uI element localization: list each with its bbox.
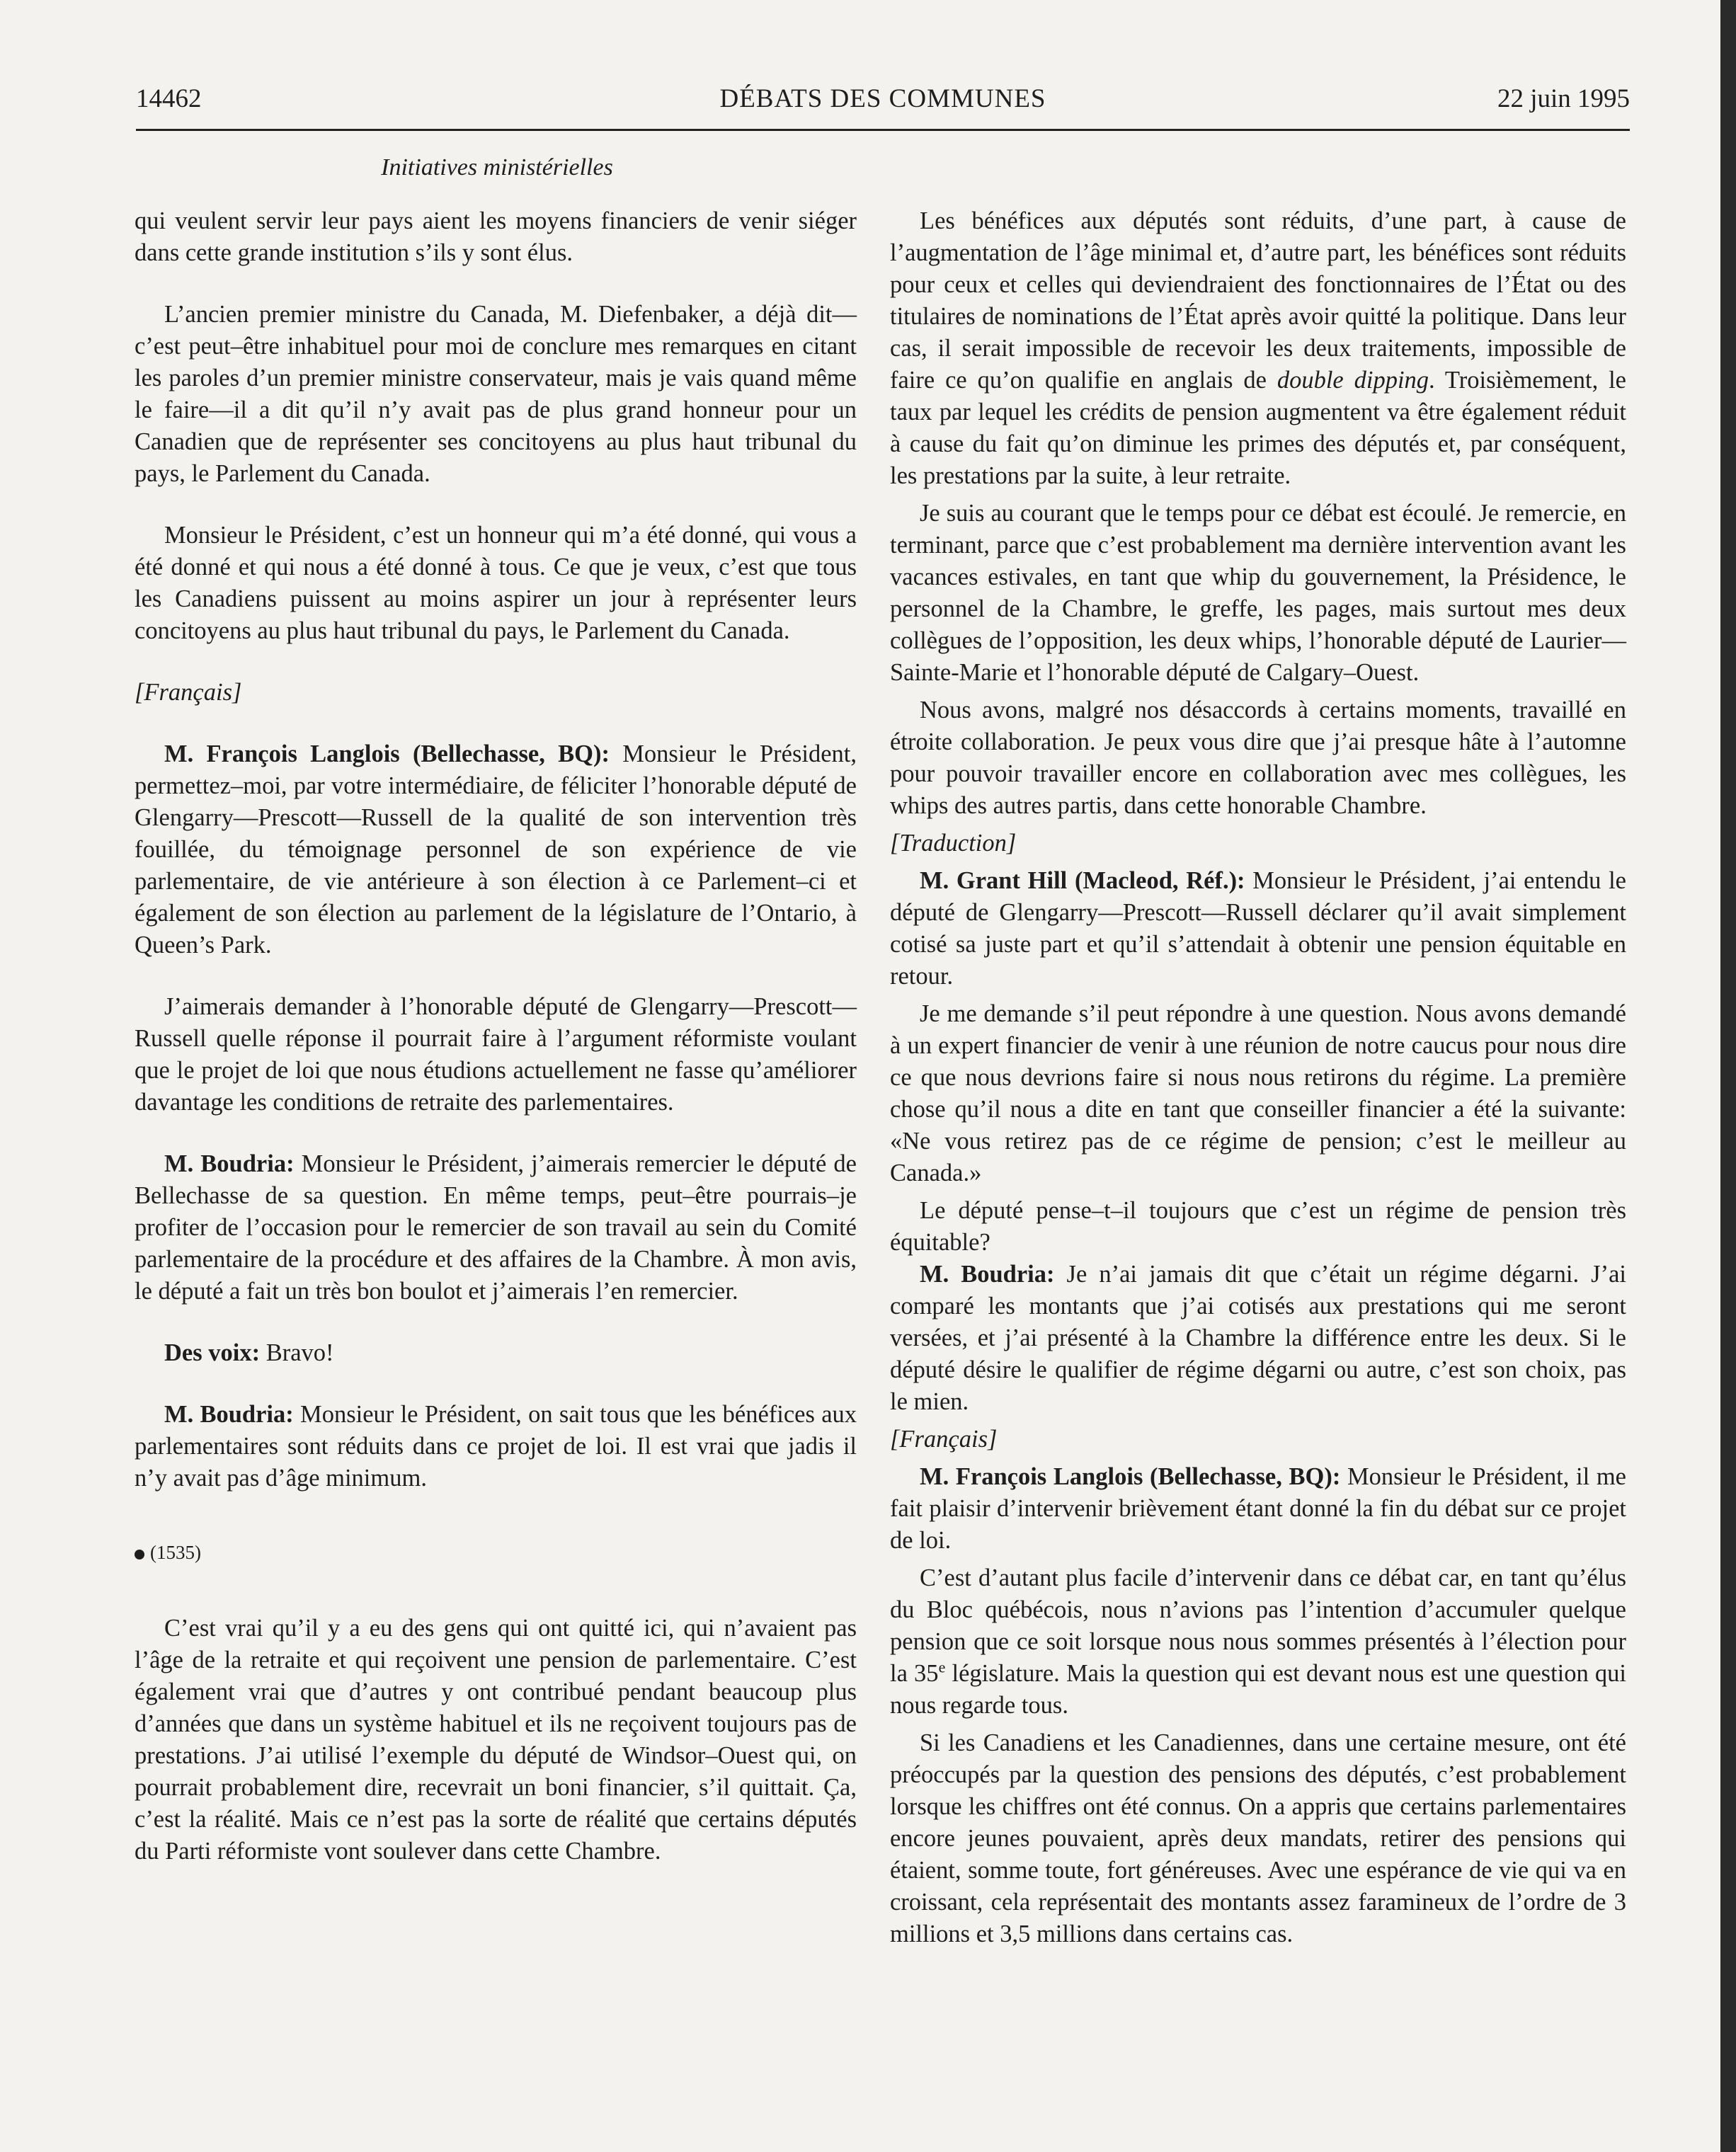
paragraph: Le député pense–t–il toujours que c’est un régime de pension très équitable?	[890, 1197, 1626, 1256]
speaker-name: M. François Langlois (Bellechasse, BQ):	[920, 1463, 1341, 1490]
publication-title: DÉBATS DES COMMUNES	[719, 84, 1046, 113]
text-run: C’est d’autant plus facile d’intervenir dans ce débat car, en tant qu’élus du Bloc québécois, nous n’avions pas l’intention d’accumuler quelque pension que ce soit lorsque nous nous sommes présentés à l’élection pour la 35	[890, 1564, 1626, 1687]
speech-paragraph	[890, 865, 1626, 992]
speech-paragraph	[135, 1337, 857, 1369]
time-stamp-text: (1535)	[150, 1542, 201, 1563]
language-marker: [Français]	[135, 679, 242, 706]
speaker-name: Des voix:	[164, 1339, 261, 1366]
speech-paragraph	[135, 1148, 857, 1307]
right-column	[890, 205, 1626, 1950]
paragraph: Si les Canadiens et les Canadiennes, dans une certaine mesure, ont été préoccupés par la question des pensions des députés, c’est probablement lorsque les chiffres ont été connus. On a appris que certains parlementaires encore jeunes pouvaient, après deux mandats, retirer des pensions qui étaient, somme toute, fort généreuses. Avec une espérance de vie qui va en croissant, cela représentait des montants assez faramineux de l’ordre de 3 millions et 3,5 millions dans certains cas.	[890, 1729, 1626, 1947]
italic-text: double dipping	[1277, 367, 1429, 394]
page-header	[136, 84, 1630, 133]
text-run: . Troisièmement, le taux par lequel les crédits de pension augmentent va être également réduit à cause du fait qu’on diminue les primes des députés et, par conséquent, les prestations par la suite, à leur retraite.	[890, 367, 1626, 489]
paragraph: qui veulent servir leur pays aient les moyens financiers de venir siéger dans cette grande institution s’ils y sont élus.	[135, 207, 857, 266]
speech-paragraph	[890, 1461, 1626, 1557]
paragraph: J’aimerais demander à l’honorable député de Glengarry—Prescott—Russell quelle réponse il pourrait faire à l’argument réformiste voulant que le projet de loi que nous étudions actuellement ne fasse qu’améliorer davantage les conditions de retraite des parlementaires.	[135, 993, 857, 1116]
section-title: Initiatives ministérielles	[381, 154, 613, 181]
header-rule	[136, 129, 1630, 131]
paragraph: Je me demande s’il peut répondre à une question. Nous avons demandé à un expert financier de venir à une réunion de notre caucus pour nous dire ce que nous devrions faire si nous nous retirons du régime. La première chose qu’il nous a dite en tant que conseiller financier a été la suivante: «Ne vous retirez pas de ce régime de pension; c’est le meilleur au Canada.»	[890, 1000, 1626, 1186]
speech-paragraph	[890, 1259, 1626, 1418]
speech-text: Monsieur le Président, j’ai entendu le député de Glengarry—Prescott—Russell déclarer qu’il avait simplement cotisé sa juste part et qu’il s’attendait à obtenir une pension équitable en retour.	[890, 867, 1626, 990]
paragraph: Monsieur le Président, c’est un honneur qui m’a été donné, qui vous a été donné et qui nous a été donné à tous. Ce que je veux, c’est que tous les Canadiens puissent au moins aspirer un jour à représenter leurs concitoyens au plus haut tribunal du pays, le Parlement du Canada.	[135, 522, 857, 644]
speaker-name: M. Boudria:	[920, 1261, 1055, 1288]
speaker-name: M. Grant Hill (Macleod, Réf.):	[920, 867, 1245, 894]
speech-text: Monsieur le Président, j’aimerais remercier le député de Bellechasse de sa question. En même temps, peut–être pourrais–je profiter de l’occasion pour le remercier de son travail au sein du Comité parlementaire de la procédure et des affaires de la Chambre. À mon avis, le député a fait un très bon boulot et j’aimerais l’en remercier.	[135, 1150, 857, 1305]
speech-text: Bravo!	[260, 1339, 334, 1366]
speech-text: Je n’ai jamais dit que c’était un régime dégarni. J’ai comparé les montants que j’ai cotisés aux prestations qui me seront versées, et j’ai présenté à la Chambre la différence entre les deux. Si le député désire le qualifier de régime dégarni ou autre, c’est son choix, pas le mien.	[890, 1261, 1626, 1415]
time-stamp	[135, 1537, 857, 1569]
language-marker: [Traduction]	[890, 830, 1017, 857]
speaker-name: M. Boudria:	[164, 1150, 295, 1177]
page-number: 14462	[136, 84, 202, 113]
speech-paragraph	[135, 1399, 857, 1494]
bullet-icon	[135, 1550, 144, 1559]
speech-text: Monsieur le Président, permettez–moi, par votre intermédiaire, de féliciter l’honorable député de Glengarry—Prescott—Russell de la qualité de son intervention très fouillée, du témoignage personnel de son expérience de vie parlementaire, de vie antérieure à son élection à ce Parlement–ci et également de son élection au parlement de la législature de l’Ontario, à Queen’s Park.	[135, 740, 857, 958]
paragraph: L’ancien premier ministre du Canada, M. Diefenbaker, a déjà dit—c’est peut–être inhabituel pour moi de conclure mes remarques en citant les paroles d’un premier ministre conservateur, mais je vais quand même le faire—il a dit qu’il n’y avait pas de plus grand honneur pour un Canadien que de représenter ses concitoyens au plus haut tribunal du pays, le Parlement du Canada.	[135, 301, 857, 487]
speaker-name: M. François Langlois (Bellechasse, BQ):	[164, 740, 610, 767]
speech-text: Monsieur le Président, on sait tous que les bénéfices aux parlementaires sont réduits dans ce projet de loi. Il est vrai que jadis il n’y avait pas d’âge minimum.	[135, 1401, 857, 1492]
paragraph: Je suis au courant que le temps pour ce débat est écoulé. Je remercie, en terminant, parce que c’est probablement ma dernière intervention avant les vacances estivales, en tant que whip du gouvernement, la Présidence, le personnel de la Chambre, le greffe, les pages, mais surtout mes deux collègues de l’opposition, les deux whips, l’honorable député de Laurier—Sainte-Marie et l’honorable député de Calgary–Ouest.	[890, 500, 1626, 686]
speech-text: Monsieur le Président, il me fait plaisir d’intervenir brièvement étant donné la fin du débat sur ce projet de loi.	[890, 1463, 1626, 1554]
language-marker: [Français]	[890, 1426, 998, 1453]
paragraph: C’est vrai qu’il y a eu des gens qui ont quitté ici, qui n’avaient pas l’âge de la retraite et qui reçoivent une pension de parlementaire. C’est également vrai que d’autres y ont contribué pendant beaucoup plus d’années que dans un système habituel et ils ne reçoivent toujours pas de prestations. J’ai utilisé l’exemple du député de Windsor–Ouest qui, on pourrait probablement dire, recevrait un boni financier, s’il quittait. Ça, c’est la réalité. Mais ce n’est pas la sorte de réalité que certains députés du Parti réformiste vont soulever dans cette Chambre.	[135, 1615, 857, 1865]
paragraph	[890, 205, 1626, 492]
scan-edge	[1720, 0, 1736, 2152]
paragraph: Nous avons, malgré nos désaccords à certains moments, travaillé en étroite collaboration. Je peux vous dire que j’ai presque hâte à l’automne pour pouvoir travailler encore en collaboration avec mes collègues, les whips des autres partis, dans cette honorable Chambre.	[890, 697, 1626, 819]
text-run: législature. Mais la question qui est devant nous est une question qui nous regarde tous.	[890, 1660, 1626, 1719]
speaker-name: M. Boudria:	[164, 1401, 294, 1428]
text-run: Les bénéfices aux députés sont réduits, d’une part, à cause de l’augmentation de l’âge minimal et, d’autre part, les bénéfices sont réduits pour ceux et celles qui deviendraient des fonctionnaires de l’État ou des titulaires de nominations de l’État après avoir quitté la politique. Dans leur cas, il serait impossible de recevoir les deux traitements, impossible de faire ce qu’on qualifie en anglais de	[890, 207, 1626, 394]
publication-date: 22 juin 1995	[1497, 84, 1630, 113]
superscript: e	[938, 1658, 946, 1676]
paragraph	[890, 1562, 1626, 1722]
left-column	[135, 205, 857, 1867]
speech-paragraph	[135, 738, 857, 961]
